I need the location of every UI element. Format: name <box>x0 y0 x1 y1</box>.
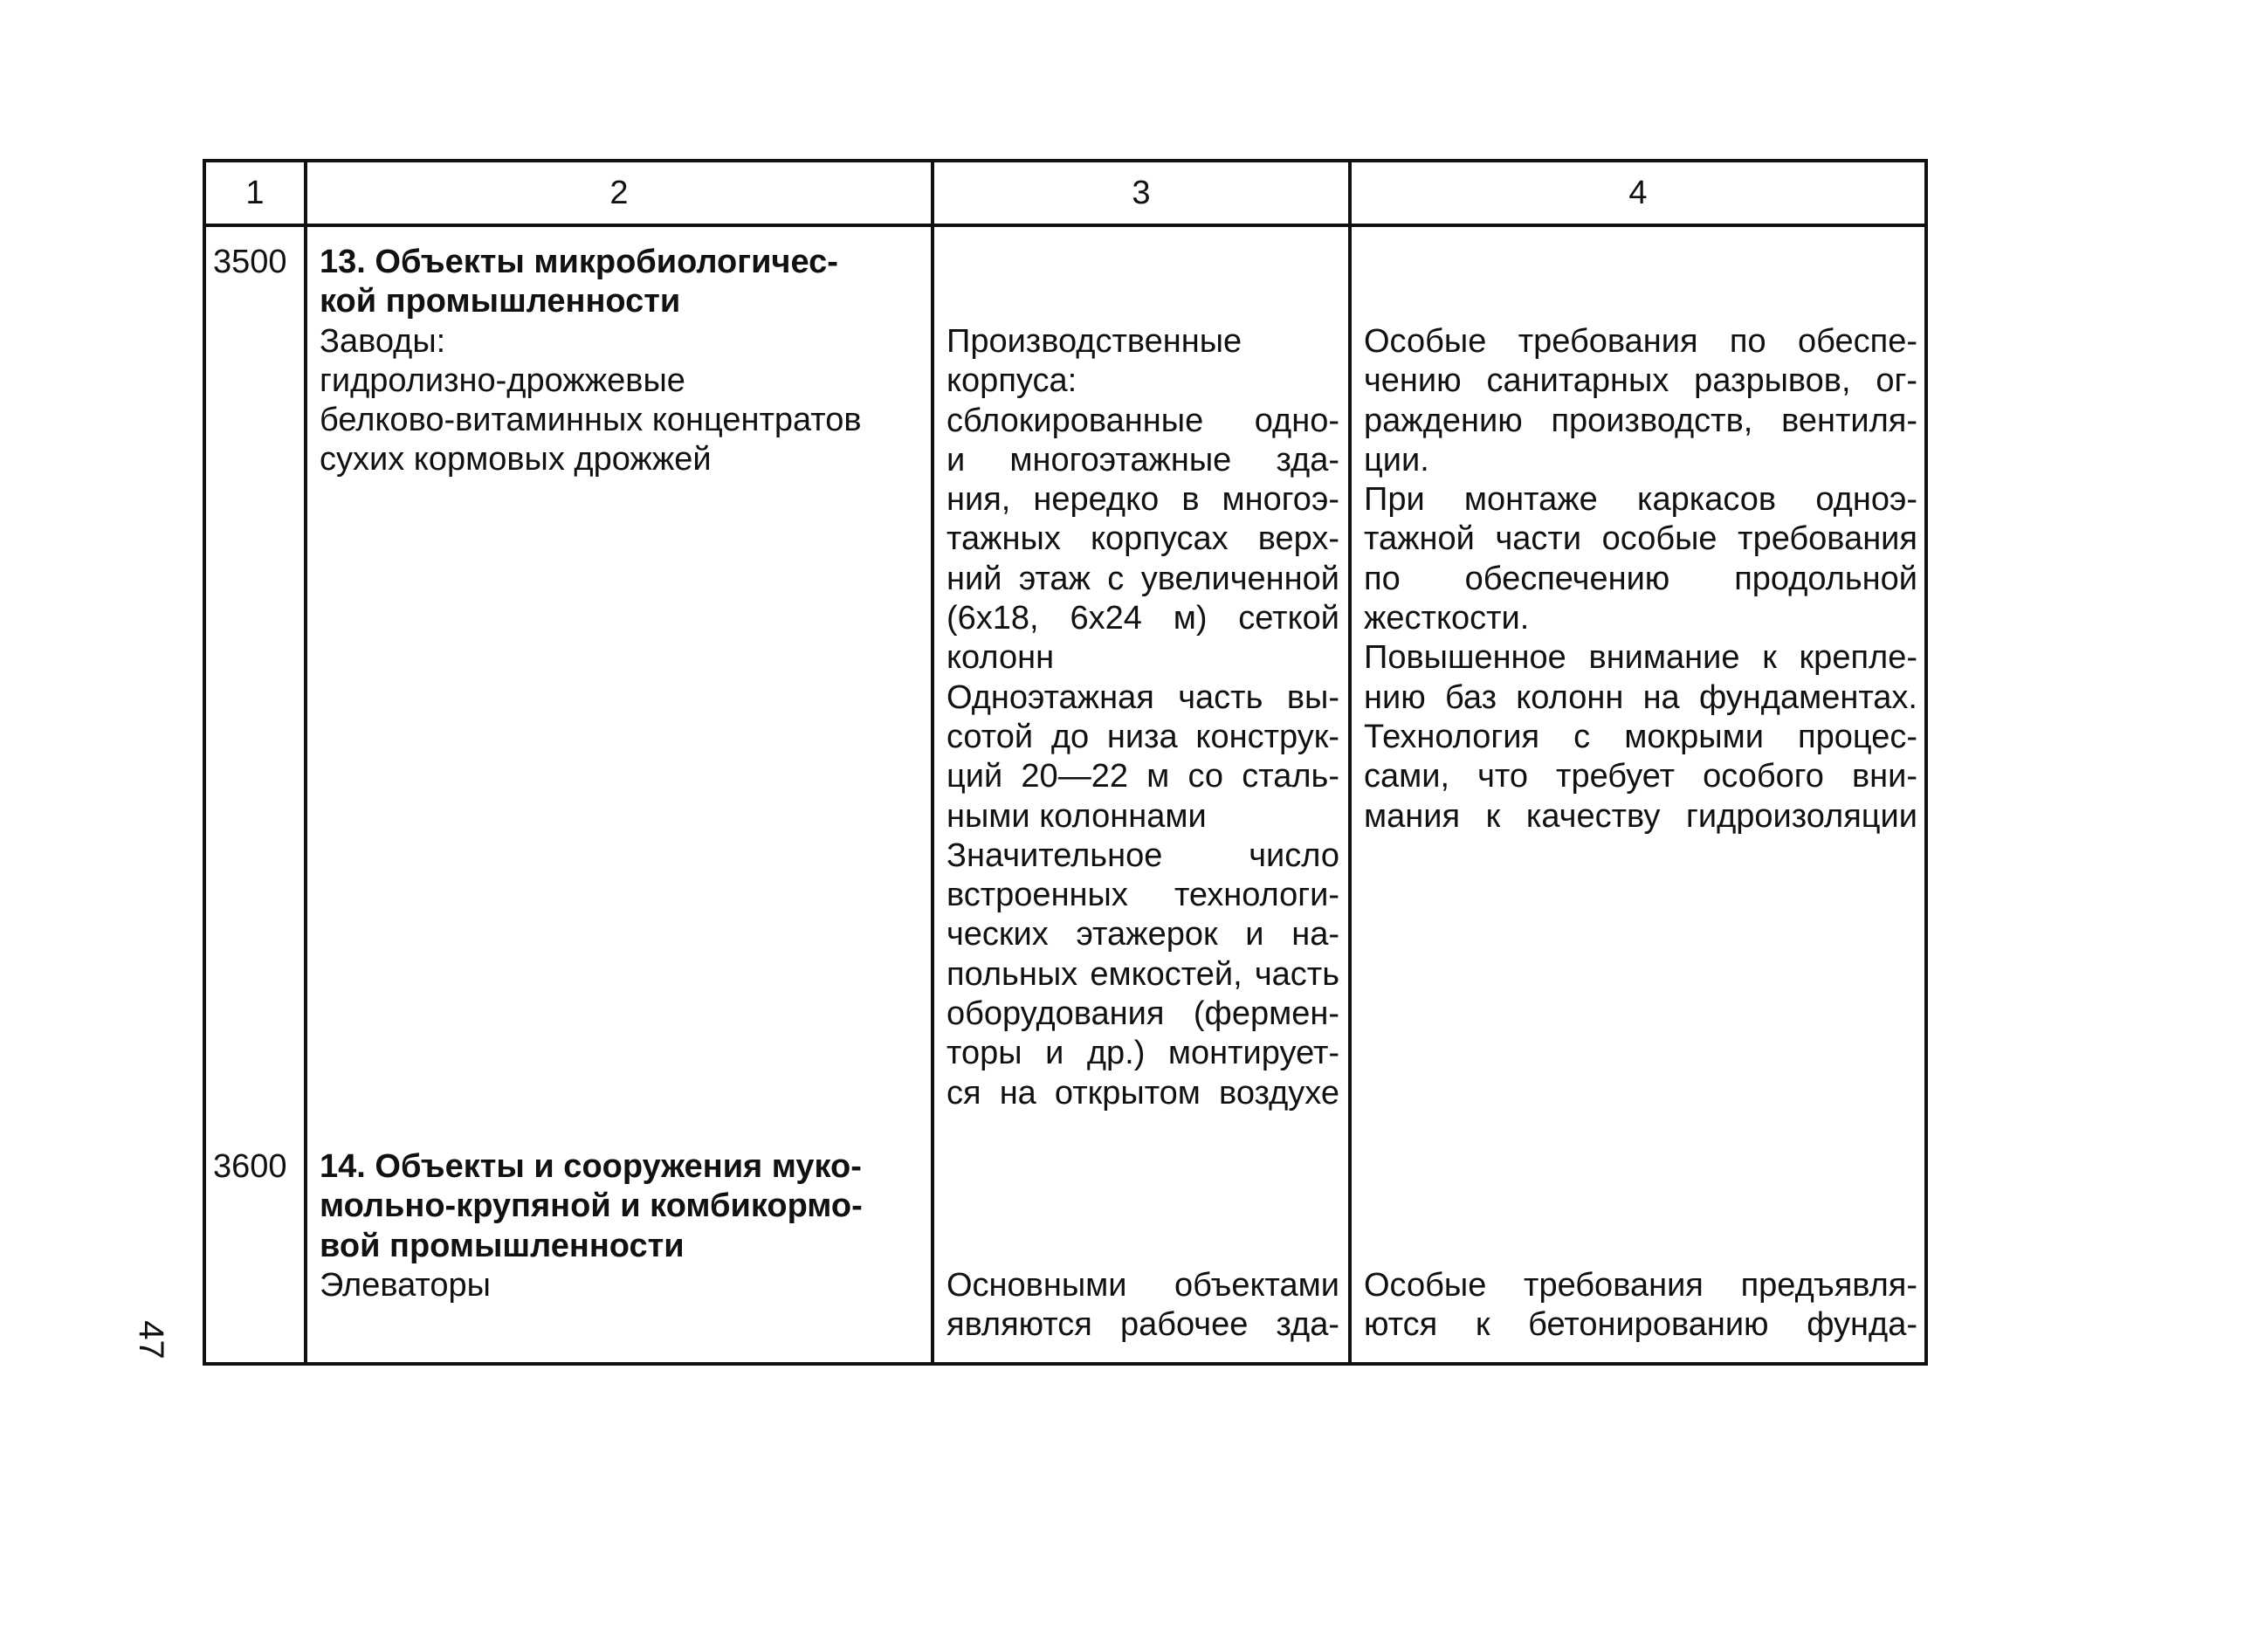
section-title-line: вой промышленности <box>320 1227 685 1264</box>
description-line: (6х18, 6х24 м) сеткой <box>946 600 1339 637</box>
requirement-line: раждению производств, вентиля- <box>1364 402 1917 439</box>
column-header-1: 1 <box>245 175 265 211</box>
description-line: тажных корпусах верх- <box>946 520 1339 558</box>
description-line: сотой до низа конструк- <box>946 718 1339 755</box>
section-title <box>320 1147 922 1305</box>
requirement-line: ются к бетонированию фунда- <box>1364 1306 1917 1344</box>
buildings-description <box>946 1266 1339 1346</box>
requirement-line: тажной части особые требования <box>1364 520 1917 558</box>
description-line: сблокированные одно- <box>946 402 1339 439</box>
requirement-line: Особые требования по обеспе- <box>1364 323 1917 360</box>
section-title-line: 14. Объекты и сооружения муко- <box>320 1148 862 1185</box>
column-header-4: 4 <box>1628 175 1648 211</box>
requirement-line: Особые требования предъявля- <box>1364 1267 1917 1304</box>
description-line: Производственные <box>946 323 1242 360</box>
description-line: ными колоннами <box>946 797 1207 835</box>
object-list-line: Элеваторы <box>320 1266 491 1304</box>
column-divider <box>1348 162 1352 1362</box>
section-title <box>320 243 922 480</box>
description-line: оборудования (фермен- <box>946 995 1339 1033</box>
regulation-table <box>203 159 1928 1366</box>
description-line: ний этаж с увеличенной <box>946 560 1339 597</box>
row-code: 3600 <box>213 1148 287 1185</box>
description-line: ций 20—22 м со сталь- <box>946 758 1339 795</box>
row-code: 3500 <box>213 244 287 280</box>
object-list-line: гидролизно-дрожжевые <box>320 361 685 399</box>
buildings-description <box>946 322 1339 1113</box>
description-line: польных емкостей, часть <box>946 955 1339 993</box>
description-line: торы и др.) монтирует- <box>946 1035 1339 1072</box>
requirement-line: по обеспечению продольной <box>1364 560 1917 597</box>
description-line: ся на открытом воздухе <box>946 1074 1339 1112</box>
requirement-line: сами, что требует особого вни- <box>1364 758 1917 795</box>
column-header-3: 3 <box>1132 175 1151 211</box>
requirement-line: ции. <box>1364 441 1429 478</box>
requirement-line: жесткости. <box>1364 600 1530 637</box>
description-line: Одноэтажная часть вы- <box>946 678 1339 716</box>
description-line: Значительное число <box>946 836 1339 874</box>
column-divider <box>304 162 307 1362</box>
section-title-line: кой промышленности <box>320 283 681 320</box>
section-title-line: мольно-крупяной и комбикормо- <box>320 1187 863 1225</box>
description-line: ния, нередко в многоэ- <box>946 481 1339 519</box>
column-divider <box>931 162 934 1362</box>
description-line: и многоэтажные зда- <box>946 441 1339 478</box>
requirement-line: При монтаже каркасов одноэ- <box>1364 481 1917 519</box>
requirements-description <box>1364 1266 1917 1346</box>
section-title-line: 13. Объекты микробиологичес- <box>320 244 838 280</box>
page-number: 47 <box>131 1320 170 1359</box>
object-list-line: белково-витаминных концентратов <box>320 402 862 439</box>
requirement-line: Повышенное внимание к крепле- <box>1364 639 1917 677</box>
description-line: корпуса: <box>946 362 1077 400</box>
description-line: Основными объектами <box>946 1267 1339 1304</box>
column-header-2: 2 <box>609 175 629 211</box>
description-line: колонн <box>946 639 1055 677</box>
requirement-line: чению санитарных разрывов, ог- <box>1364 362 1917 400</box>
header-divider <box>206 224 1924 227</box>
requirement-line: Технология с мокрыми процес- <box>1364 718 1917 755</box>
requirement-line: мания к качеству гидроизоляции <box>1364 797 1917 835</box>
description-line: являются рабочее зда- <box>946 1306 1339 1344</box>
object-list-line: сухих кормовых дрожжей <box>320 441 712 478</box>
description-line: ческих этажерок и на- <box>946 916 1339 953</box>
object-list-line: Заводы: <box>320 322 446 360</box>
description-line: встроенных технологи- <box>946 877 1339 914</box>
requirement-line: нию баз колонн на фундаментах. <box>1364 678 1917 716</box>
requirements-description <box>1364 322 1917 836</box>
